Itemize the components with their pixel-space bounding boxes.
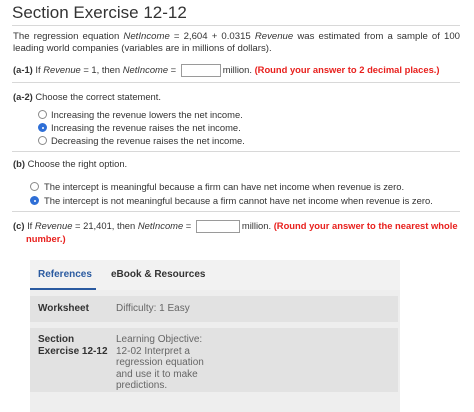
section-label bbox=[38, 334, 108, 358]
a1-text-eq2: = bbox=[168, 64, 177, 75]
a1-unit: million. bbox=[222, 64, 252, 75]
b-option-2-radio[interactable] bbox=[30, 196, 39, 205]
a2-option-3-label[interactable]: Decreasing the revenue raises the net income. bbox=[51, 135, 245, 146]
tab-references[interactable]: References bbox=[38, 269, 92, 280]
a2-option-1-radio[interactable] bbox=[38, 110, 47, 119]
intro-text-post: was estimated from a sample of 100 leading world companies (variables are in millions of dollars). bbox=[13, 31, 460, 54]
question-a1-label: (a-1) bbox=[13, 64, 33, 75]
c-rounding-hint: (Round your answer to the nearest whole bbox=[273, 220, 458, 231]
objective-line-3: regression equation bbox=[116, 357, 204, 369]
c-var-revenue: Revenue bbox=[34, 220, 73, 231]
section-label-line2: Exercise 12-12 bbox=[38, 346, 108, 357]
question-b bbox=[13, 158, 127, 169]
a1-rounding-hint: (Round your answer to 2 decimal places.) bbox=[254, 64, 440, 75]
b-option-1-radio[interactable] bbox=[30, 182, 39, 191]
objective-line-2: 12-02 Interpret a bbox=[116, 345, 190, 357]
intro-var-netincome: NetIncome bbox=[123, 31, 170, 42]
divider-a1 bbox=[12, 82, 460, 83]
a2-option-1-label[interactable]: Increasing the revenue lowers the net income. bbox=[51, 109, 243, 120]
a2-prompt: Choose the correct statement. bbox=[32, 91, 161, 102]
page-title: Section Exercise 12-12 bbox=[12, 3, 187, 22]
c-rounding-hint-cont bbox=[26, 233, 66, 244]
a2-option-3-radio[interactable] bbox=[38, 136, 47, 145]
b-option-1-label[interactable]: The intercept is meaningful because a firm can have net income when revenue is zero. bbox=[44, 181, 405, 192]
divider-a2 bbox=[12, 151, 460, 152]
b-option-2-label[interactable]: The intercept is not meaningful because a firm cannot have net income when revenue is zero. bbox=[44, 195, 433, 206]
c-text-if: If bbox=[24, 220, 35, 231]
a1-text-eq1: = 1, then bbox=[80, 64, 123, 75]
c-rounding-hint-line2: number.) bbox=[26, 233, 66, 244]
question-c bbox=[13, 220, 458, 233]
problem-statement bbox=[13, 31, 460, 55]
worksheet-label: Worksheet bbox=[38, 303, 89, 314]
a1-var-netincome: NetIncome bbox=[122, 64, 169, 75]
tab-ebook-resources[interactable]: eBook & Resources bbox=[111, 269, 206, 280]
c-answer-input[interactable] bbox=[196, 220, 240, 233]
learning-objective bbox=[116, 334, 204, 392]
question-c-label: (c) bbox=[13, 220, 25, 231]
question-b-label: (b) bbox=[13, 158, 25, 169]
c-unit: million. bbox=[241, 220, 272, 231]
c-var-netincome: NetIncome bbox=[137, 220, 184, 231]
objective-line-5: predictions. bbox=[116, 380, 168, 392]
intro-var-revenue: Revenue bbox=[254, 31, 294, 42]
b-prompt: Choose the right option. bbox=[24, 158, 128, 169]
objective-line-4: and use it to make bbox=[116, 368, 198, 380]
section-label-line1: Section bbox=[38, 334, 75, 345]
a1-answer-input[interactable] bbox=[181, 64, 221, 77]
divider-b bbox=[12, 211, 460, 212]
c-text-eq1: = 21,401, then bbox=[72, 220, 138, 231]
question-a2-label: (a-2) bbox=[13, 91, 33, 102]
c-text-eq2: = bbox=[183, 220, 192, 231]
intro-text-mid: = 2,604 + 0.0315 bbox=[169, 31, 255, 42]
intro-text: The regression equation bbox=[13, 31, 124, 42]
title-divider bbox=[12, 25, 460, 26]
question-a2 bbox=[13, 91, 161, 102]
a2-option-2-label[interactable]: Increasing the revenue raises the net income. bbox=[51, 122, 241, 133]
a1-var-revenue: Revenue bbox=[43, 64, 81, 75]
difficulty-value: Difficulty: 1 Easy bbox=[116, 303, 190, 314]
a1-text-if: If bbox=[32, 64, 44, 75]
objective-line-1: Learning Objective: bbox=[116, 334, 203, 345]
question-a1 bbox=[13, 64, 440, 77]
a2-option-2-radio[interactable] bbox=[38, 123, 47, 132]
